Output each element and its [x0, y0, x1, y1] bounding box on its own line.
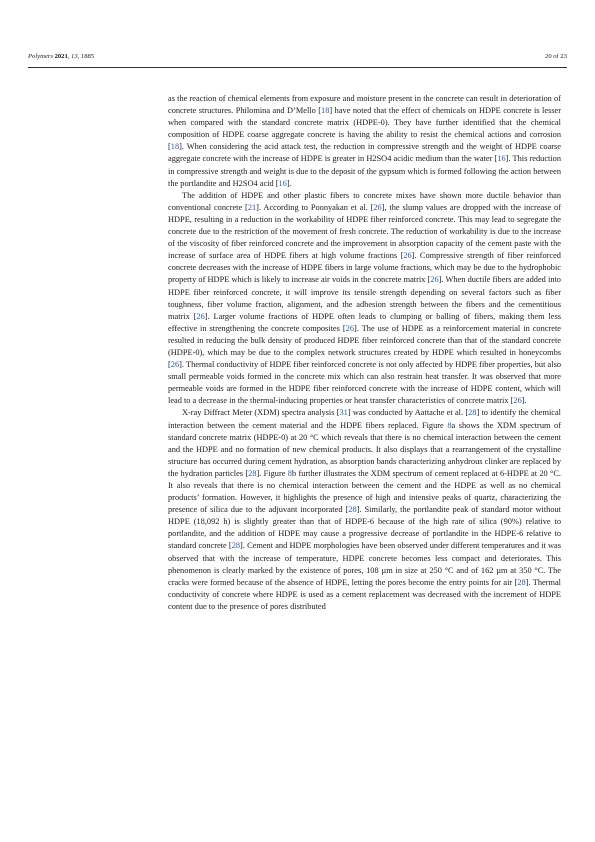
text-run: ]. Figure	[256, 468, 288, 478]
paragraph-2	[168, 190, 561, 408]
running-header	[28, 51, 567, 63]
text-run: ].	[521, 396, 527, 406]
article-number: , 1885	[77, 53, 95, 60]
citation-link[interactable]: 16	[497, 154, 506, 164]
text-run: X-ray Diffract Meter (XDM) spectra analysis [	[182, 408, 340, 418]
text-run: ]. Thermal conductivity of concrete where HDPE is used as a cement replacement was decreased with the increment of HDPE content due to the presence of pores distributed	[168, 577, 562, 611]
citation-link[interactable]: 26	[513, 396, 522, 406]
citation-link[interactable]: 26	[403, 251, 412, 261]
citation-link[interactable]: 26	[345, 323, 354, 333]
page-number: 20 of 23	[545, 53, 567, 60]
citation-link[interactable]: 28	[248, 468, 257, 478]
journal-citation: Polymers 2021, 13, 1885	[28, 53, 95, 60]
text-run: ]. Cement and HDPE morphologies have been observed under different temperatures and it was observed that with the increase of temperature, HDPE concrete becomes less compact and deteriorates. This phenomenon is clearly marked by the existence of pores, 108 µm in size at 250 °C and of 162 µm at 350 °C. The cracks were formed because of the absence of HDPE, letting the pores become the entry points for air [	[168, 541, 561, 587]
citation-link[interactable]: 28	[231, 541, 241, 551]
text-run: as the reaction of chemical elements from exposure and moisture present in the concrete can result in deterioration of concrete structures. Philomina and D’Mello [	[168, 94, 561, 116]
paragraph-1	[168, 93, 561, 190]
citation-link[interactable]: 26	[196, 311, 205, 321]
citation-link[interactable]: 16	[278, 178, 287, 188]
text-run: ]. Similarly, the portlandite peak of standard motor without HDPE (18,092 h) is slightly greater than that of HDPE-6 because of the high rate of silica (90%) relative to portlandite, and the addition of HDPE may cause a progressive decrease of portlandite in the HDPE-6 relative to standard concrete [	[168, 505, 561, 551]
text-run: ]. According to Poonyakan et al. [	[256, 202, 374, 212]
text-run: ] to identify the chemical interaction between the cement material and the HDPE fibers replaced. Figure	[168, 408, 561, 430]
citation-link[interactable]: 31	[339, 408, 348, 418]
paragraph-3	[168, 407, 561, 613]
journal-volume: 13	[71, 53, 78, 60]
text-run: ]. When considering the acid attack test, the reduction in compressive strength and the weight of HDPE coarse aggregate concrete with the increase of HDPE is greater in H2SO4 acidic medium than the water [	[168, 142, 561, 164]
text-run: ] have noted that the effect of chemicals on HDPE concrete is lesser when compared with the standard concrete matrix (HDPE-0). They have further identified that the chemical composition of HDPE coarse aggregate concrete is having the ability to resist the chemical actions and corrosion [	[168, 106, 561, 152]
citation-link[interactable]: 28	[517, 577, 526, 587]
citation-link[interactable]: 26	[373, 202, 382, 212]
text-run: ]. When ductile fibers are added into HDPE fiber reinforced concrete, it will improve its tensile strength depending on several factors such as fiber toughness, fiber volume fraction, alignment, and the adhesion strength between the fibers and the cementitious matrix [	[168, 275, 561, 321]
text-run: ] was conducted by Aattache et al. [	[347, 408, 469, 418]
citation-link[interactable]: 18	[170, 142, 180, 152]
header-rule	[28, 67, 567, 68]
citation-link[interactable]: 26	[430, 275, 439, 285]
text-run: ], the slump values are dropped with the increase of HDPE, resulting in a reduction in the workability of HDPE fiber reinforced concrete. This may lead to segregate the concrete due to the restriction of the movement of fresh concrete. The reduction of workability is due to the increase of the viscosity of fiber reinforced concrete and the improvement in absorption capacity of the cement paste with the increase of surface area of HDPE fibers at high volume fractions [	[168, 202, 561, 261]
article-body	[168, 93, 561, 613]
text-run: ]. Compressive strength of fiber reinforced concrete decreases with the increase of HDPE fibers in large volume fractions, which may be due to the hydrophobic property of HDPE which is likely to increase air voids in the concrete matrix [	[168, 251, 561, 285]
text-run: The addition of HDPE and other plastic fibers to concrete mixes have shown more ductile behavior than conventional concrete [	[168, 190, 561, 212]
citation-link[interactable]: 28	[468, 408, 477, 418]
text-run: ]. Thermal conductivity of HDPE fiber reinforced concrete is not only affected by HDPE fiber properties, but also small permeable voids formed in the concrete mix which can also restrain heat transfer. It was observed that more permeable voids are formed in the HDPE fiber reinforced concrete with the increase of HDPE content, which will lead to a decrease in the thermal-inducing properties or heat transfer characteristics of concrete matrix [	[168, 360, 561, 406]
text-run: b further illustrates the XDM spectrum of cement replaced at 6-HDPE at 20 °C. It also reveals that there is no chemical interaction between the cement and the HDPE as well as no chemical products’ formation. However, it highlights the presence of high and intensive peaks of quartz, characterizing the presence of silica due to the adjuvant incorporated [	[168, 468, 561, 515]
journal-year: 2021	[54, 53, 68, 60]
citation-link[interactable]: 18	[321, 106, 330, 116]
journal-name: Polymers	[28, 53, 53, 60]
text-run: ].	[286, 178, 292, 188]
citation-link[interactable]: 8	[447, 420, 452, 430]
text-run: a shows the XDM spectrum of standard concrete matrix (HDPE-0) at 20 °C which reveals that there is no chemical interaction between the cement and the HDPE and no formation of new chemical products. It also displays that a rearrangement of the crystalline structure has occurred during cement hydration, as absorption bands characterizing anhydrous clinker are replaced by the hydration particles [	[168, 420, 562, 478]
citation-link[interactable]: 8	[287, 468, 292, 478]
text-run: ]. The use of HDPE as a reinforcement material in concrete resulted in reducing the bulk density of produced HDPE fiber reinforced concrete than that of the standard concrete (HDPE-0), which may be due to the complex network structures created by HDPE which resulted in honeycombs [	[168, 323, 561, 370]
text-run: ]. Larger volume fractions of HDPE often leads to clumping or balling of fibers, making them less effective in strengthening the concrete composites [	[168, 311, 561, 333]
citation-link[interactable]: 26	[170, 360, 180, 370]
citation-link[interactable]: 28	[348, 505, 357, 515]
citation-link[interactable]: 21	[247, 202, 257, 212]
text-run: ]. This reduction in compressive strength and weight is due to the deposit of the gypsum which is formed following the action between the portlandite and H2SO4 acid [	[168, 154, 561, 188]
